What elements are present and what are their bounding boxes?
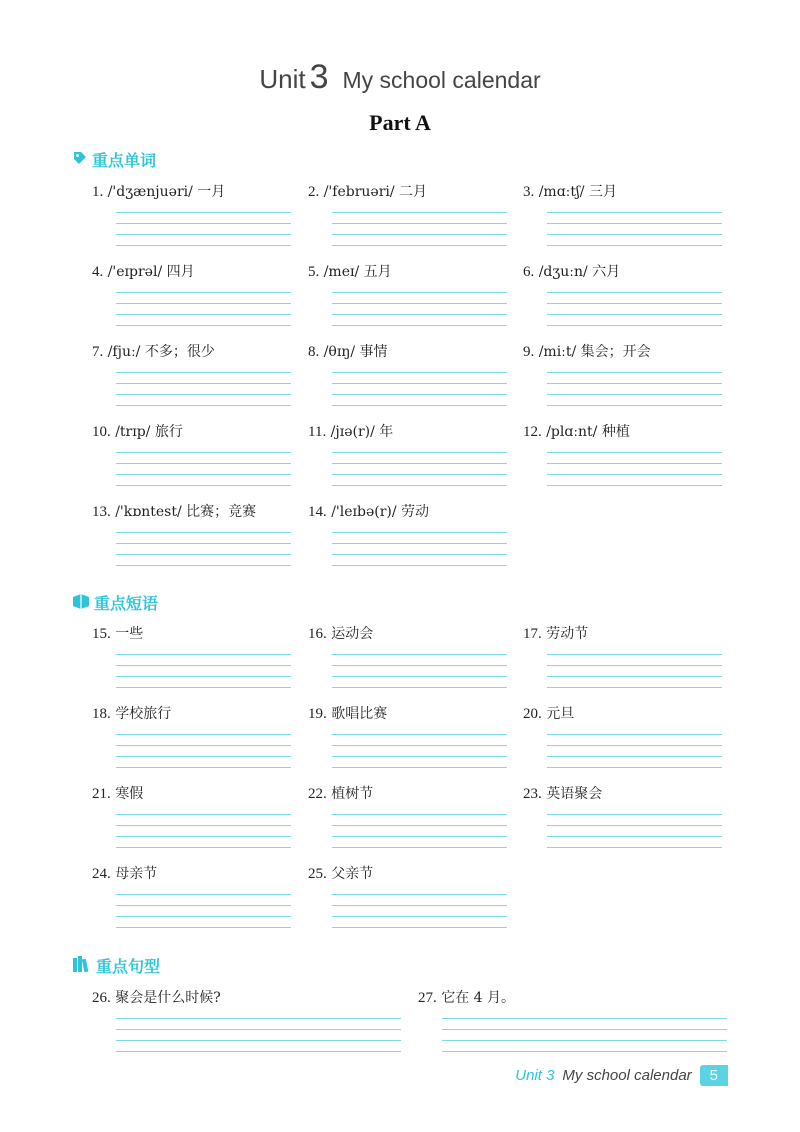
writing-line[interactable] <box>547 676 722 677</box>
section-phrases <box>72 591 158 614</box>
writing-line[interactable] <box>547 756 722 757</box>
writing-line[interactable] <box>116 1051 401 1052</box>
exercise-item <box>523 262 722 282</box>
item-number: 6. <box>523 264 535 280</box>
writing-lines[interactable] <box>332 212 507 256</box>
writing-line[interactable] <box>547 372 722 373</box>
exercise-item <box>308 624 507 644</box>
writing-lines[interactable] <box>116 212 291 256</box>
item-label <box>523 262 722 282</box>
writing-line[interactable] <box>332 745 507 746</box>
section-words <box>72 148 156 171</box>
writing-lines[interactable] <box>547 212 722 256</box>
item-label <box>92 262 291 282</box>
writing-line[interactable] <box>547 814 722 815</box>
writing-line[interactable] <box>116 745 291 746</box>
item-number: 25. <box>308 866 327 882</box>
writing-line[interactable] <box>442 1018 727 1019</box>
writing-line[interactable] <box>547 463 722 464</box>
item-number: 17. <box>523 626 542 642</box>
writing-line[interactable] <box>332 223 507 224</box>
item-label <box>92 182 291 202</box>
writing-line[interactable] <box>116 292 291 293</box>
writing-lines[interactable] <box>547 452 722 496</box>
writing-line[interactable] <box>332 665 507 666</box>
item-label <box>308 704 507 724</box>
writing-line[interactable] <box>116 463 291 464</box>
exercise-item <box>523 182 722 202</box>
writing-line[interactable] <box>332 292 507 293</box>
writing-line[interactable] <box>116 223 291 224</box>
writing-line[interactable] <box>547 485 722 486</box>
item-number: 11. <box>308 424 327 440</box>
item-number: 21. <box>92 786 111 802</box>
writing-line[interactable] <box>332 894 507 895</box>
item-text: 歌唱比赛 <box>331 706 388 722</box>
item-label <box>418 988 727 1008</box>
writing-line[interactable] <box>547 734 722 735</box>
writing-line[interactable] <box>332 814 507 815</box>
writing-line[interactable] <box>332 565 507 566</box>
book-icon <box>72 593 90 613</box>
item-label <box>523 182 722 202</box>
writing-line[interactable] <box>547 405 722 406</box>
writing-line[interactable] <box>332 452 507 453</box>
item-number: 22. <box>308 786 327 802</box>
writing-lines[interactable] <box>547 814 722 858</box>
writing-line[interactable] <box>116 212 291 213</box>
exercise-item <box>418 988 727 1008</box>
item-text: 植树节 <box>331 786 374 802</box>
item-label <box>523 624 722 644</box>
section-sentences-label: 重点句型 <box>96 957 161 976</box>
writing-line[interactable] <box>116 245 291 246</box>
writing-lines[interactable] <box>116 654 291 698</box>
item-label <box>308 784 507 804</box>
writing-line[interactable] <box>116 1029 401 1030</box>
writing-lines[interactable] <box>116 372 291 416</box>
item-number: 24. <box>92 866 111 882</box>
item-text: 学校旅行 <box>115 706 172 722</box>
writing-line[interactable] <box>332 394 507 395</box>
item-text: 运动会 <box>331 626 374 642</box>
footer-title: My school calendar <box>562 1067 692 1084</box>
item-number: 1. <box>92 184 104 200</box>
writing-lines[interactable] <box>116 814 291 858</box>
exercise-item <box>92 784 291 804</box>
item-number: 2. <box>308 184 320 200</box>
writing-lines[interactable] <box>332 292 507 336</box>
item-label <box>92 864 291 884</box>
item-label <box>92 988 401 1008</box>
writing-line[interactable] <box>332 734 507 735</box>
item-label <box>523 422 722 442</box>
writing-line[interactable] <box>116 325 291 326</box>
writing-line[interactable] <box>547 383 722 384</box>
item-text: 一些 <box>115 626 144 642</box>
item-number: 3. <box>523 184 535 200</box>
writing-line[interactable] <box>547 234 722 235</box>
writing-line[interactable] <box>332 532 507 533</box>
writing-line[interactable] <box>116 767 291 768</box>
writing-lines[interactable] <box>116 734 291 778</box>
writing-line[interactable] <box>332 554 507 555</box>
writing-lines[interactable] <box>116 452 291 496</box>
writing-line[interactable] <box>116 687 291 688</box>
writing-lines[interactable] <box>116 1018 401 1062</box>
item-label <box>308 342 507 362</box>
writing-line[interactable] <box>442 1051 727 1052</box>
writing-line[interactable] <box>332 372 507 373</box>
item-text: /'dʒænjuəri/ 一月 <box>107 184 226 200</box>
item-number: 8. <box>308 344 320 360</box>
item-text: /trɪp/ 旅行 <box>115 424 183 440</box>
item-number: 9. <box>523 344 535 360</box>
writing-line[interactable] <box>332 474 507 475</box>
writing-line[interactable] <box>332 234 507 235</box>
writing-line[interactable] <box>332 314 507 315</box>
item-label <box>523 784 722 804</box>
exercise-item <box>523 422 722 442</box>
writing-line[interactable] <box>116 734 291 735</box>
writing-line[interactable] <box>547 745 722 746</box>
writing-line[interactable] <box>547 847 722 848</box>
item-text: /miːt/ 集会；开会 <box>538 344 651 360</box>
item-number: 10. <box>92 424 111 440</box>
writing-lines[interactable] <box>116 292 291 336</box>
writing-line[interactable] <box>116 825 291 826</box>
writing-line[interactable] <box>547 825 722 826</box>
item-text: /plɑːnt/ 种植 <box>546 424 630 440</box>
writing-line[interactable] <box>547 452 722 453</box>
writing-line[interactable] <box>116 676 291 677</box>
unit-word: Unit <box>259 64 306 94</box>
writing-line[interactable] <box>116 654 291 655</box>
writing-line[interactable] <box>547 474 722 475</box>
item-number: 16. <box>308 626 327 642</box>
writing-lines[interactable] <box>332 452 507 496</box>
item-text: /'leɪbə(r)/ 劳动 <box>331 504 430 520</box>
writing-line[interactable] <box>116 474 291 475</box>
item-number: 27. <box>418 990 437 1006</box>
writing-line[interactable] <box>116 452 291 453</box>
item-number: 23. <box>523 786 542 802</box>
writing-line[interactable] <box>332 687 507 688</box>
part-heading: Part A <box>369 110 431 135</box>
exercise-item <box>308 864 507 884</box>
tag-icon <box>72 150 88 170</box>
writing-line[interactable] <box>332 847 507 848</box>
exercise-item <box>523 624 722 644</box>
item-text: /mɑːtʃ/ 三月 <box>538 184 617 200</box>
item-text: /jɪə(r)/ 年 <box>330 424 394 440</box>
writing-line[interactable] <box>547 767 722 768</box>
writing-line[interactable] <box>547 314 722 315</box>
item-number: 26. <box>92 990 111 1006</box>
writing-line[interactable] <box>116 905 291 906</box>
item-number: 4. <box>92 264 104 280</box>
writing-line[interactable] <box>442 1040 727 1041</box>
writing-line[interactable] <box>116 847 291 848</box>
item-label <box>523 342 722 362</box>
item-number: 18. <box>92 706 111 722</box>
exercise-item <box>308 342 507 362</box>
writing-lines[interactable] <box>547 292 722 336</box>
page-footer <box>515 1065 728 1086</box>
writing-line[interactable] <box>332 543 507 544</box>
writing-line[interactable] <box>116 532 291 533</box>
writing-line[interactable] <box>332 927 507 928</box>
writing-lines[interactable] <box>547 372 722 416</box>
writing-line[interactable] <box>332 905 507 906</box>
writing-line[interactable] <box>332 767 507 768</box>
item-text: /'februəri/ 二月 <box>323 184 428 200</box>
writing-line[interactable] <box>332 654 507 655</box>
exercise-item <box>92 342 291 362</box>
item-text: 聚会是什么时候? <box>115 990 221 1006</box>
writing-line[interactable] <box>116 894 291 895</box>
writing-line[interactable] <box>332 916 507 917</box>
unit-title: My school calendar <box>342 67 541 93</box>
exercise-item <box>308 262 507 282</box>
exercise-item <box>92 624 291 644</box>
item-number: 13. <box>92 504 111 520</box>
writing-line[interactable] <box>332 825 507 826</box>
writing-line[interactable] <box>116 756 291 757</box>
item-number: 5. <box>308 264 320 280</box>
item-text: 元旦 <box>546 706 575 722</box>
exercise-item <box>92 182 291 202</box>
exercise-item <box>523 342 722 362</box>
section-sentences <box>72 954 160 977</box>
exercise-item <box>308 704 507 724</box>
item-text: /'kɒntest/ 比赛；竞赛 <box>115 504 257 520</box>
item-label <box>92 784 291 804</box>
writing-line[interactable] <box>116 485 291 486</box>
writing-line[interactable] <box>547 303 722 304</box>
writing-line[interactable] <box>547 292 722 293</box>
item-text: 它在 4 月。 <box>441 990 516 1006</box>
writing-lines[interactable] <box>332 372 507 416</box>
writing-lines[interactable] <box>116 894 291 938</box>
writing-line[interactable] <box>116 836 291 837</box>
item-label <box>308 262 507 282</box>
writing-lines[interactable] <box>332 814 507 858</box>
exercise-item <box>92 864 291 884</box>
writing-lines[interactable] <box>442 1018 727 1062</box>
writing-lines[interactable] <box>547 734 722 778</box>
writing-line[interactable] <box>116 916 291 917</box>
writing-lines[interactable] <box>547 654 722 698</box>
item-label <box>308 864 507 884</box>
item-label <box>308 422 507 442</box>
writing-line[interactable] <box>332 245 507 246</box>
writing-line[interactable] <box>332 212 507 213</box>
writing-line[interactable] <box>116 1018 401 1019</box>
item-text: /'eɪprəl/ 四月 <box>107 264 195 280</box>
item-label <box>92 624 291 644</box>
writing-line[interactable] <box>116 554 291 555</box>
item-number: 7. <box>92 344 104 360</box>
footer-unit: Unit 3 <box>515 1067 555 1084</box>
item-text: 劳动节 <box>546 626 589 642</box>
writing-line[interactable] <box>116 314 291 315</box>
writing-line[interactable] <box>332 485 507 486</box>
writing-line[interactable] <box>116 543 291 544</box>
page-number: 5 <box>700 1065 728 1086</box>
writing-line[interactable] <box>116 303 291 304</box>
exercise-item <box>308 784 507 804</box>
writing-line[interactable] <box>547 665 722 666</box>
exercise-item <box>523 704 722 724</box>
exercise-item <box>92 988 401 1008</box>
unit-number: 3 <box>309 58 329 96</box>
item-text: 父亲节 <box>331 866 374 882</box>
writing-line[interactable] <box>547 687 722 688</box>
item-label <box>92 704 291 724</box>
writing-line[interactable] <box>442 1029 727 1030</box>
writing-lines[interactable] <box>332 654 507 698</box>
writing-line[interactable] <box>547 836 722 837</box>
item-text: /θɪŋ/ 事情 <box>323 344 388 360</box>
writing-line[interactable] <box>116 1040 401 1041</box>
item-text: /dʒuːn/ 六月 <box>538 264 621 280</box>
item-text: 母亲节 <box>115 866 158 882</box>
exercise-item <box>92 422 291 442</box>
item-text: 寒假 <box>115 786 144 802</box>
item-label <box>523 704 722 724</box>
exercise-item <box>92 502 291 522</box>
writing-line[interactable] <box>116 665 291 666</box>
section-words-label: 重点单词 <box>92 151 157 170</box>
writing-line[interactable] <box>116 383 291 384</box>
writing-lines[interactable] <box>332 532 507 576</box>
exercise-item <box>308 182 507 202</box>
writing-lines[interactable] <box>116 532 291 576</box>
writing-line[interactable] <box>547 325 722 326</box>
item-label <box>308 182 507 202</box>
writing-line[interactable] <box>332 676 507 677</box>
item-label <box>92 422 291 442</box>
writing-line[interactable] <box>332 463 507 464</box>
writing-line[interactable] <box>116 927 291 928</box>
writing-line[interactable] <box>547 394 722 395</box>
writing-line[interactable] <box>332 383 507 384</box>
exercise-item <box>523 784 722 804</box>
item-text: 英语聚会 <box>546 786 603 802</box>
writing-line[interactable] <box>547 245 722 246</box>
writing-line[interactable] <box>116 565 291 566</box>
books-icon <box>72 955 92 977</box>
item-text: /meɪ/ 五月 <box>323 264 392 280</box>
writing-line[interactable] <box>547 212 722 213</box>
writing-lines[interactable] <box>332 734 507 778</box>
page-title <box>0 58 800 97</box>
writing-line[interactable] <box>332 836 507 837</box>
writing-line[interactable] <box>547 223 722 224</box>
writing-line[interactable] <box>332 405 507 406</box>
exercise-item <box>308 422 507 442</box>
writing-lines[interactable] <box>332 894 507 938</box>
item-number: 12. <box>523 424 542 440</box>
exercise-item <box>308 502 507 522</box>
writing-line[interactable] <box>116 394 291 395</box>
item-label <box>308 502 507 522</box>
writing-line[interactable] <box>332 756 507 757</box>
item-label <box>92 342 291 362</box>
item-number: 19. <box>308 706 327 722</box>
writing-line[interactable] <box>116 372 291 373</box>
writing-line[interactable] <box>116 814 291 815</box>
section-phrases-label: 重点短语 <box>94 594 159 613</box>
exercise-item <box>92 262 291 282</box>
writing-line[interactable] <box>547 654 722 655</box>
writing-line[interactable] <box>332 325 507 326</box>
item-number: 14. <box>308 504 327 520</box>
exercise-item <box>92 704 291 724</box>
item-number: 15. <box>92 626 111 642</box>
writing-line[interactable] <box>116 234 291 235</box>
item-label <box>92 502 291 522</box>
item-text: /fjuː/ 不多；很少 <box>107 344 215 360</box>
item-label <box>308 624 507 644</box>
writing-line[interactable] <box>332 303 507 304</box>
item-number: 20. <box>523 706 542 722</box>
writing-line[interactable] <box>116 405 291 406</box>
